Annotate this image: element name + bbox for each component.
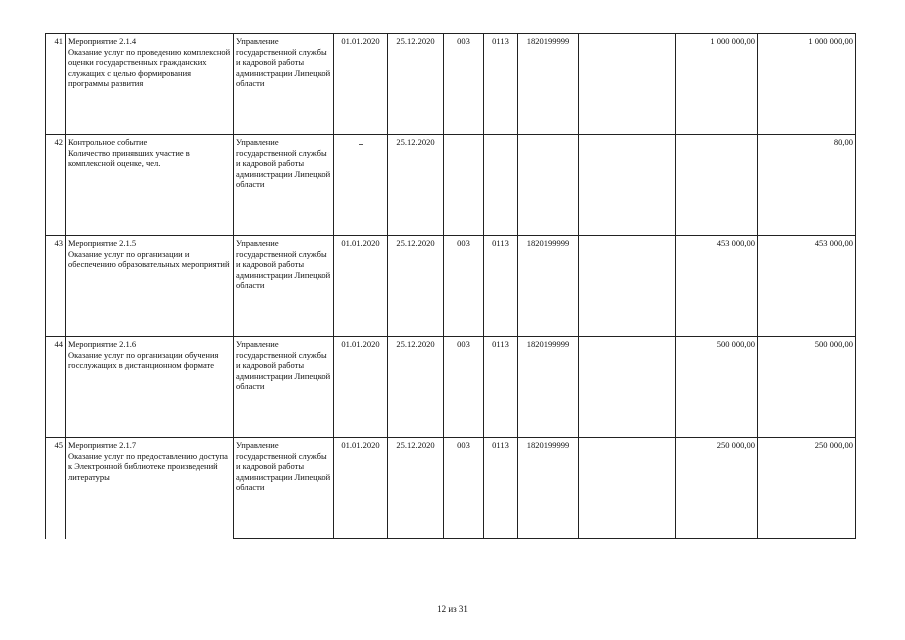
amount-cell — [676, 135, 758, 236]
executor-cell: Управление государственной службы и кадровой работы администрации Липецкой области — [234, 438, 334, 539]
end-date: 25.12.2020 — [388, 337, 444, 438]
total-cell: 250 000,00 — [758, 438, 856, 539]
start-date — [334, 135, 388, 236]
amount-cell: 500 000,00 — [676, 337, 758, 438]
rzpr-code: 0113 — [484, 337, 518, 438]
amount-cell: 453 000,00 — [676, 236, 758, 337]
rzpr-code: 0113 — [484, 236, 518, 337]
total-cell: 453 000,00 — [758, 236, 856, 337]
measures-table — [45, 33, 856, 539]
start-date: 01.01.2020 — [334, 337, 388, 438]
row-number: 45 — [46, 438, 66, 539]
csr-code: 1820199999 — [518, 438, 579, 539]
table-row — [46, 337, 856, 438]
measure-description: Количество принявших участие в комплексной оценке, чел. — [68, 147, 190, 168]
table-row — [46, 236, 856, 337]
grbs-code: 003 — [444, 236, 484, 337]
rzpr-code: 0113 — [484, 34, 518, 135]
amount-cell: 1 000 000,00 — [676, 34, 758, 135]
table-row — [46, 438, 856, 539]
total-cell: 80,00 — [758, 135, 856, 236]
executor-cell: Управление государственной службы и кадровой работы администрации Липецкой области — [234, 236, 334, 337]
measure-description: Оказание услуг по проведению комплексной оценки государственных гражданских служащих с целью формирования программы развития — [68, 46, 231, 88]
rzpr-code: 0113 — [484, 438, 518, 539]
measure-description: Оказание услуг по организации обучения госслужащих в дистанционном формате — [68, 349, 219, 370]
executor-cell: Управление государственной службы и кадровой работы администрации Липецкой области — [234, 135, 334, 236]
grbs-code: 003 — [444, 337, 484, 438]
start-date: 01.01.2020 — [334, 34, 388, 135]
row-number: 42 — [46, 135, 66, 236]
measure-cell — [66, 236, 234, 337]
grbs-code: 003 — [444, 438, 484, 539]
row-number: 41 — [46, 34, 66, 135]
table-row — [46, 34, 856, 135]
end-date: 25.12.2020 — [388, 236, 444, 337]
start-date: 01.01.2020 — [334, 438, 388, 539]
measure-title: Контрольное событие — [68, 137, 148, 147]
csr-code: 1820199999 — [518, 34, 579, 135]
vr-cell — [579, 135, 676, 236]
csr-code: 1820199999 — [518, 236, 579, 337]
total-cell: 1 000 000,00 — [758, 34, 856, 135]
measure-description: Оказание услуг по предоставлению доступа к Электронной библиотеке произведений литературы — [68, 450, 228, 482]
measure-cell — [66, 34, 234, 135]
measure-title: Мероприятие 2.1.7 — [68, 440, 137, 450]
vr-cell — [579, 34, 676, 135]
vr-cell — [579, 337, 676, 438]
grbs-code — [444, 135, 484, 236]
table-row — [46, 135, 856, 236]
measure-description: Оказание услуг по организации и обеспечению образовательных мероприятий — [68, 248, 230, 269]
row-number: 43 — [46, 236, 66, 337]
vr-cell — [579, 236, 676, 337]
row-number: 44 — [46, 337, 66, 438]
grbs-code: 003 — [444, 34, 484, 135]
csr-code — [518, 135, 579, 236]
end-date: 25.12.2020 — [388, 135, 444, 236]
start-date: 01.01.2020 — [334, 236, 388, 337]
measure-title: Мероприятие 2.1.5 — [68, 238, 137, 248]
page-number: 12 из 31 — [437, 604, 468, 614]
measure-cell — [66, 135, 234, 236]
rzpr-code — [484, 135, 518, 236]
vr-cell — [579, 438, 676, 539]
measure-cell — [66, 438, 234, 539]
measure-title: Мероприятие 2.1.6 — [68, 339, 137, 349]
total-cell: 500 000,00 — [758, 337, 856, 438]
dash-mark — [359, 142, 363, 145]
end-date: 25.12.2020 — [388, 34, 444, 135]
measure-cell — [66, 337, 234, 438]
end-date: 25.12.2020 — [388, 438, 444, 539]
amount-cell: 250 000,00 — [676, 438, 758, 539]
measure-title: Мероприятие 2.1.4 — [68, 36, 137, 46]
executor-cell: Управление государственной службы и кадровой работы администрации Липецкой области — [234, 337, 334, 438]
executor-cell: Управление государственной службы и кадровой работы администрации Липецкой области — [234, 34, 334, 135]
csr-code: 1820199999 — [518, 337, 579, 438]
